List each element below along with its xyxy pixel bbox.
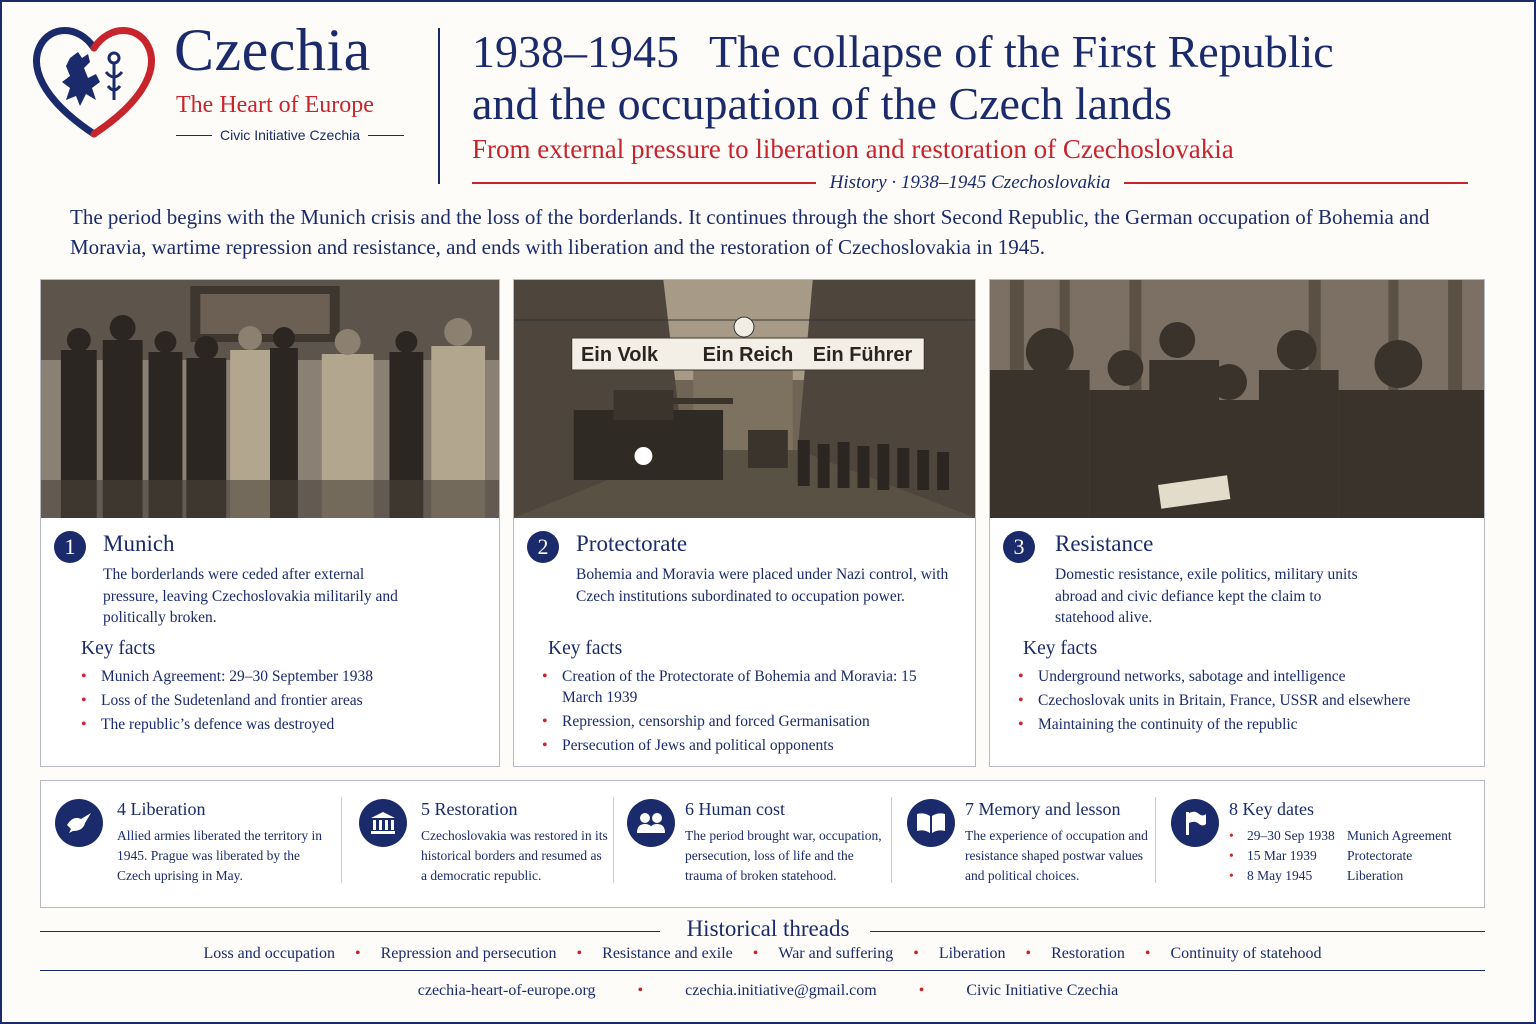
strip-item-description: The experience of occupation and resistance shaped postwar values and political choices. xyxy=(965,828,1148,883)
separator-dot: • xyxy=(354,945,361,962)
separator-dot: • xyxy=(637,982,644,999)
thread-item: Liberation xyxy=(938,945,1006,962)
munich-photo xyxy=(41,280,499,518)
thread-item: Loss and occupation xyxy=(203,945,335,962)
key-date-event: Protectorate xyxy=(1347,848,1413,863)
strip-item-description: Allied armies liberated the territory in 1945. Prague was liberated by the Czech uprising in May. xyxy=(117,828,323,883)
footer-email-link[interactable]: czechia.initiative@gmail.com xyxy=(685,982,877,999)
title-year: 1938–1945 xyxy=(472,26,679,77)
strip-item-title: 4 Liberation xyxy=(117,799,206,819)
separator-dot: • xyxy=(913,945,919,962)
key-date-row xyxy=(1229,846,1474,866)
header-divider xyxy=(438,28,440,184)
footer-org-name: Civic Initiative Czechia xyxy=(966,982,1119,999)
key-dates-list xyxy=(1229,826,1474,886)
fact-item: • Repression, censorship and forced Germanisation xyxy=(540,711,940,732)
key-date-row xyxy=(1229,866,1474,886)
thread-item: Repression and persecution xyxy=(380,945,557,962)
separator-dot: • xyxy=(918,982,925,999)
strip-item-description: The period brought war, occupation, persecution, loss of life and the trauma of broken statehood. xyxy=(685,828,882,883)
thread-item: War and suffering xyxy=(778,945,894,962)
key-date: 8 May 1945 xyxy=(1247,868,1313,883)
card-resistance xyxy=(989,279,1485,767)
people-icon xyxy=(627,799,675,847)
key-date-event: Liberation xyxy=(1347,868,1404,883)
page-title xyxy=(472,26,1512,130)
key-facts-heading: Key facts xyxy=(548,638,623,659)
page-subtitle: From external pressure to liberation and restoration of Czechoslovakia xyxy=(472,134,1234,164)
tagline-rule-right xyxy=(1124,182,1468,184)
resistance-photo xyxy=(990,280,1484,518)
brand-org xyxy=(176,127,404,143)
card-title: Resistance xyxy=(1055,531,1154,556)
protectorate-photo xyxy=(514,280,975,518)
org-rule-left xyxy=(176,135,212,136)
strip-divider xyxy=(341,797,342,883)
strip-item-title: 7 Memory and lesson xyxy=(965,799,1121,819)
card-title: Protectorate xyxy=(576,531,688,556)
intro-paragraph: The period begins with the Munich crisis and the loss of the borderlands. It continues through the short Second Republic, the German occupation of Bohemia and Moravia, wartime repression and resistance, and ends with liberation and the restoration of Czechoslovakia in 1945. xyxy=(70,205,1430,259)
card-description: Bohemia and Moravia were placed under Nazi control, with Czech institutions subordinated to occupation power. xyxy=(576,566,949,605)
strip-item-title: 5 Restoration xyxy=(421,799,518,819)
org-rule-right xyxy=(368,135,404,136)
key-facts-heading: Key facts xyxy=(1023,638,1098,659)
card-number: 1 xyxy=(54,531,86,563)
brand-org-label: Civic Initiative Czechia xyxy=(219,127,361,143)
key-date: 15 Mar 1939 xyxy=(1247,848,1317,863)
key-facts-list xyxy=(540,666,940,759)
fact-item: • Underground networks, sabotage and intelligence xyxy=(1016,666,1476,687)
tagline xyxy=(472,172,1468,194)
key-facts-list xyxy=(1016,666,1476,738)
banner-word: Ein Führer xyxy=(812,343,913,367)
key-date-event: Munich Agreement xyxy=(1347,828,1452,843)
card-title: Munich xyxy=(103,531,175,556)
separator-dot: • xyxy=(576,945,583,962)
fact-item: • Czechoslovak units in Britain, France, USSR and elsewhere xyxy=(1016,690,1476,711)
card-number: 3 xyxy=(1003,531,1035,563)
strip-divider xyxy=(891,797,892,883)
tagline-text: History · 1938–1945 Czechoslovakia xyxy=(829,172,1111,193)
strip-item-title: 6 Human cost xyxy=(685,799,785,819)
card-description: Domestic resistance, exile politics, military units abroad and civic defiance kept the claim to statehood alive. xyxy=(1055,566,1358,626)
footer-website-link[interactable]: czechia-heart-of-europe.org xyxy=(417,982,596,999)
threads-title: Historical threads xyxy=(686,916,850,941)
brand-subtitle: The Heart of Europe xyxy=(176,92,374,118)
threads-list xyxy=(40,945,1485,963)
separator-dot: • xyxy=(752,945,759,962)
footer-rule xyxy=(40,970,1485,971)
footer xyxy=(0,982,1536,1000)
fact-item: • Maintaining the continuity of the republic xyxy=(1016,714,1476,735)
book-icon xyxy=(907,799,955,847)
fact-item: • Creation of the Protectorate of Bohemia and Moravia: 15 March 1939 xyxy=(540,666,940,708)
fact-item: • Loss of the Sudetenland and frontier areas xyxy=(79,690,479,711)
fact-item: • Munich Agreement: 29–30 September 1938 xyxy=(79,666,479,687)
card-description: The borderlands were ceded after external pressure, leaving Czechoslovakia militarily and politically broken. xyxy=(103,566,398,626)
title-line1: The collapse of the First Republic xyxy=(709,26,1334,77)
title-line2: and the occupation of the Czech lands xyxy=(472,78,1172,129)
tagline-rule-left xyxy=(472,182,816,184)
strip-item-description: Czechoslovakia was restored in its historical borders and resumed as a democratic republic. xyxy=(421,828,608,883)
card-protectorate xyxy=(513,279,976,767)
brand-title: Czechia xyxy=(174,17,371,83)
strip-divider xyxy=(613,797,614,883)
thread-item: Continuity of statehood xyxy=(1170,945,1322,962)
key-facts-list xyxy=(79,666,479,738)
strip-item-title: 8 Key dates xyxy=(1229,799,1314,819)
banner-word: Ein Reich xyxy=(702,343,794,367)
thread-item: Restoration xyxy=(1051,945,1125,962)
thread-item: Resistance and exile xyxy=(602,945,733,962)
strip-divider xyxy=(1155,797,1156,883)
separator-dot: • xyxy=(1025,945,1032,962)
dove-icon xyxy=(55,799,103,847)
summary-strip xyxy=(40,780,1485,908)
card-munich xyxy=(40,279,500,767)
heart-lion-logo xyxy=(30,22,158,140)
fact-item: • Persecution of Jews and political opponents xyxy=(540,735,940,756)
fact-item: • The republic’s defence was destroyed xyxy=(79,714,479,735)
banner-word: Ein Volk xyxy=(581,343,659,367)
building-icon xyxy=(359,799,407,847)
key-facts-heading: Key facts xyxy=(81,638,156,659)
separator-dot: • xyxy=(1144,945,1151,962)
flag-icon xyxy=(1171,799,1219,847)
key-date-row xyxy=(1229,826,1474,846)
key-date: 29–30 Sep 1938 xyxy=(1247,828,1335,843)
card-number: 2 xyxy=(527,531,559,563)
